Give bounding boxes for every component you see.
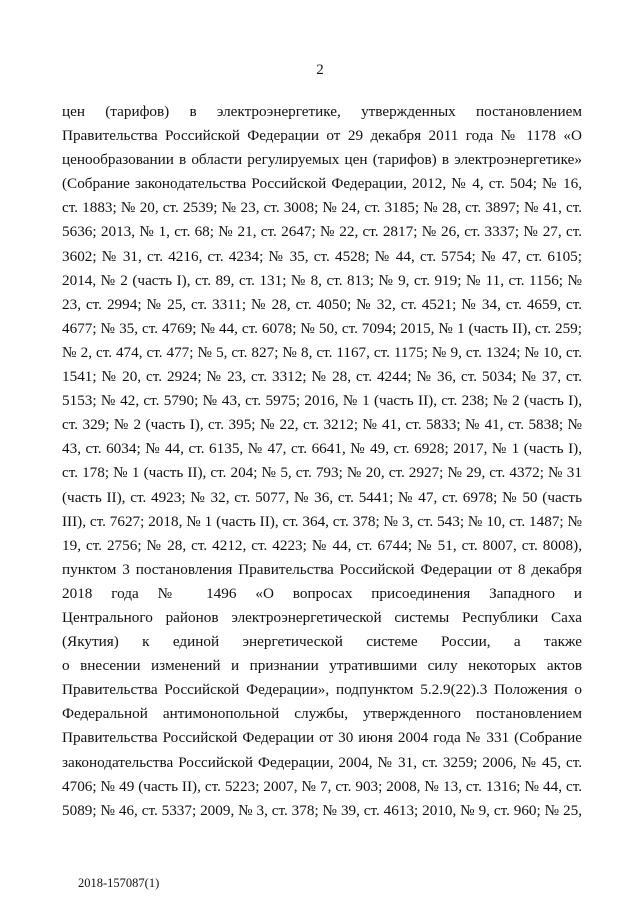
text-line: 5089; № 46, ст. 5337; 2009, № 3, ст. 378; № 39, ст. 4613; 2010, № 9, ст. 960; № 25, <box>62 801 582 819</box>
text-line: пунктом 3 постановления Правительства Российской Федерации от 8 декабря <box>62 560 582 578</box>
text-line: 2014, № 2 (часть I), ст. 89, ст. 131; № 8, ст. 813; № 9, ст. 919; № 11, ст. 1156; № <box>62 271 582 289</box>
text-line: 3602; № 31, ст. 4216, ст. 4234; № 35, ст. 4528; № 44, ст. 5754; № 47, ст. 6105; <box>62 247 582 265</box>
text-line: 5636; 2013, № 1, ст. 68; № 21, ст. 2647; № 22, ст. 2817; № 26, ст. 3337; № 27, ст. <box>62 223 582 241</box>
text-line: 4677; № 35, ст. 4769; № 44, ст. 6078; № 50, ст. 7094; 2015, № 1 (часть II), ст. 259; <box>62 319 582 337</box>
text-line: (Собрание законодательства Российской Федерации, 2012, № 4, ст. 504; № 16, <box>62 175 582 193</box>
text-line: Федеральной антимонопольной службы, утвержденного постановлением <box>62 705 582 723</box>
text-line: 2018 года № 1496 «О вопросах присоединения Западного и <box>62 584 582 602</box>
text-line: Правительства Российской Федерации», подпунктом 5.2.9(22).3 Положения о <box>62 681 582 699</box>
text-line: III), ст. 7627; 2018, № 1 (часть II), ст. 364, ст. 378; № 3, ст. 543; № 10, ст. 1487; № <box>62 512 582 530</box>
text-line: 4706; № 49 (часть II), ст. 5223; 2007, № 7, ст. 903; 2008, № 13, ст. 1316; № 44, ст. <box>62 777 582 795</box>
text-line: 43, ст. 6034; № 44, ст. 6135, № 47, ст. 6641, № 49, ст. 6928; 2017, № 1 (часть I), <box>62 440 582 458</box>
text-line: Правительства Российской Федерации от 29 декабря 2011 года № 1178 «О <box>62 127 582 145</box>
text-line: (часть II), ст. 4923; № 32, ст. 5077, № 36, ст. 5441; № 47, ст. 6978; № 50 (часть <box>62 488 582 506</box>
text-line: ст. 178; № 1 (часть II), ст. 204; № 5, ст. 793; № 20, ст. 2927; № 29, ст. 4372; № 31 <box>62 464 582 482</box>
text-line: 19, ст. 2756; № 28, ст. 4212, ст. 4223; № 44, ст. 6744; № 51, ст. 8007, ст. 8008), <box>62 536 582 554</box>
document-code: 2018-157087(1) <box>78 876 160 890</box>
text-line: Правительства Российской Федерации от 30 июня 2004 года № 331 (Собрание <box>62 729 582 747</box>
text-line: цен (тарифов) в электроэнергетике, утвержденных постановлением <box>62 103 582 120</box>
page-number: 2 <box>316 62 324 78</box>
text-line: (Якутия) к единой энергетической системе России, а также <box>62 633 582 651</box>
text-line: ценообразовании в области регулируемых цен (тарифов) в электроэнергетике» <box>62 151 582 169</box>
text-line: ст. 1883; № 20, ст. 2539; № 23, ст. 3008; № 24, ст. 3185; № 28, ст. 3897; № 41, ст. <box>62 199 582 217</box>
text-line: Центрального районов электроэнергетической системы Республики Саха <box>62 608 582 626</box>
body-text <box>62 100 582 823</box>
text-line: законодательства Российской Федерации, 2004, № 31, ст. 3259; 2006, № 45, ст. <box>62 753 582 771</box>
text-line: ст. 329; № 2 (часть I), ст. 395; № 22, ст. 3212; № 41, ст. 5833; № 41, ст. 5838; № <box>62 416 582 434</box>
text-line: 23, ст. 2994; № 25, ст. 3311; № 28, ст. 4050; № 32, ст. 4521; № 34, ст. 4659, ст. <box>62 295 582 313</box>
text-line: о внесении изменений и признании утратившими силу некоторых актов <box>62 657 582 675</box>
text-line: № 2, ст. 474, ст. 477; № 5, ст. 827; № 8, ст. 1167, ст. 1175; № 9, ст. 1324; № 10, ст. <box>62 343 582 361</box>
text-line: 1541; № 20, ст. 2924; № 23, ст. 3312; № 28, ст. 4244; № 36, ст. 5034; № 37, ст. <box>62 368 582 386</box>
text-line: 5153; № 42, ст. 5790; № 43, ст. 5975; 2016, № 1 (часть II), ст. 238; № 2 (часть I), <box>62 392 582 410</box>
